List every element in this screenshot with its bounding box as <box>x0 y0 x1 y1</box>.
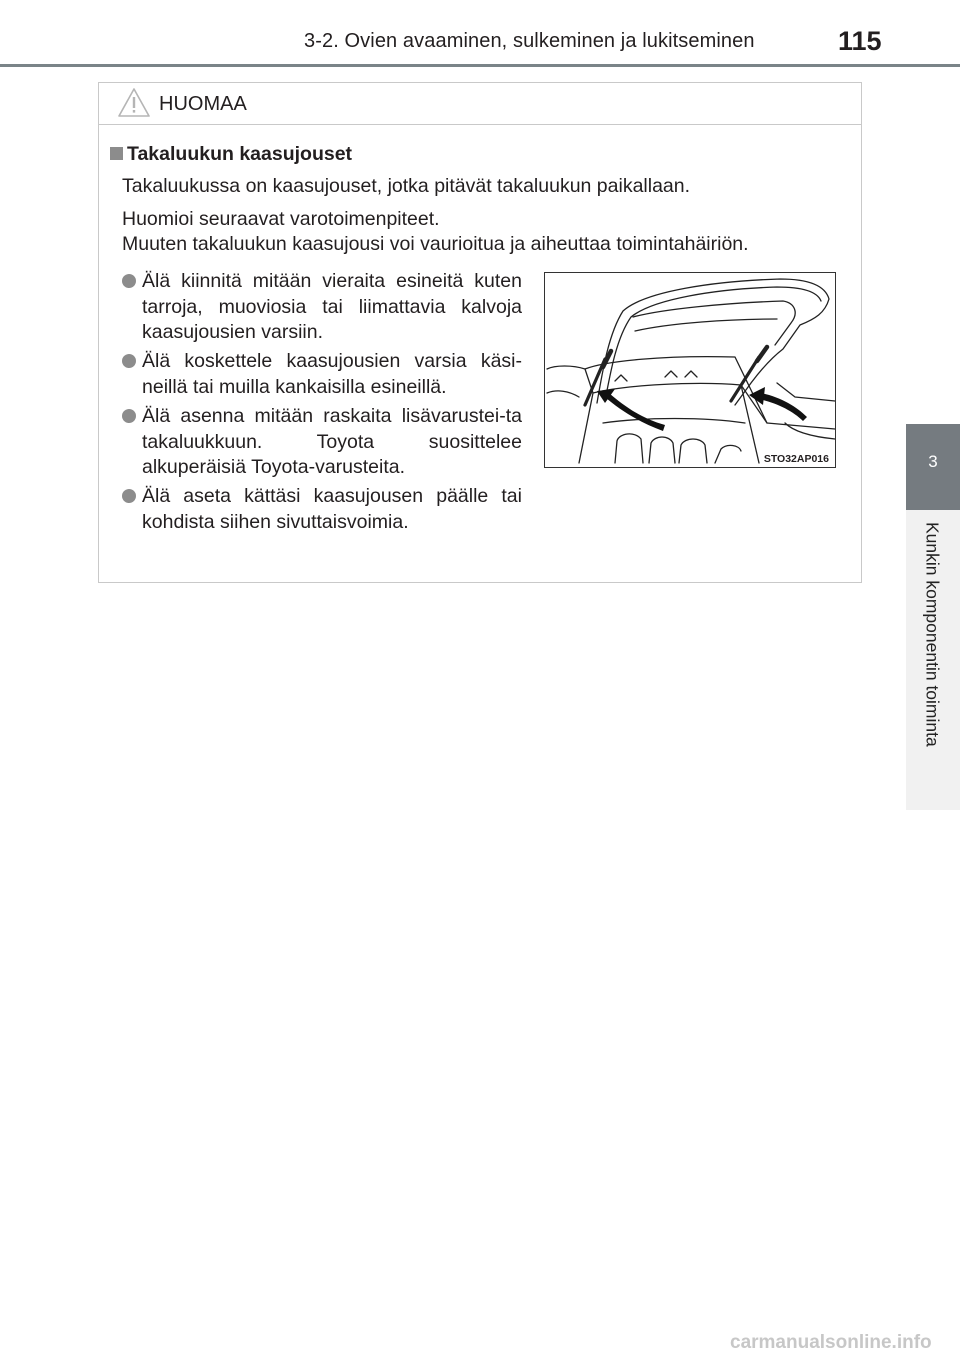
notice-header <box>99 83 861 125</box>
tailgate-illustration <box>544 272 836 468</box>
paragraph-precautions <box>122 207 749 257</box>
tailgate-drawing <box>545 273 836 468</box>
bullet-dot-icon <box>122 409 136 423</box>
chapter-title: Kunkin komponentin toiminta <box>922 522 943 747</box>
bullet-dot-icon <box>122 274 136 288</box>
list-item <box>122 404 522 481</box>
list-item-text: Älä asenna mitään raskaita lisävarustei-ta takaluukkuun. Toyota suosittelee alkuperäisiä Toyota-varusteita. <box>142 405 522 478</box>
chapter-number: 3 <box>928 452 938 471</box>
watermark: carmanualsonline.info <box>730 1332 932 1353</box>
chapter-tab <box>906 424 960 510</box>
list-item <box>122 349 522 400</box>
figure-code: STO32AP016 <box>763 453 829 465</box>
list-item-text: Älä koskettele kaasujousien varsia käsi-neillä tai muilla kankaisilla esineillä. <box>142 350 522 398</box>
notice-title: HUOMAA <box>159 93 247 115</box>
warning-triangle-icon <box>117 87 151 119</box>
section-marker-icon <box>110 147 123 160</box>
list-item <box>122 484 522 535</box>
list-item <box>122 269 522 346</box>
section-heading: Takaluukun kaasujouset <box>127 143 353 165</box>
bullet-dot-icon <box>122 354 136 368</box>
bullet-dot-icon <box>122 489 136 503</box>
list-item-text: Älä aseta kättäsi kaasujousen päälle tai kohdista siihen sivuttaisvoimia. <box>142 485 522 533</box>
header-divider <box>0 64 960 67</box>
paragraph-precautions-line1: Huomioi seuraavat varotoimenpiteet. <box>122 208 440 230</box>
section-title: 3-2. Ovien avaaminen, sulkeminen ja lukitseminen <box>304 30 755 52</box>
paragraph-precautions-line2: Muuten takaluukun kaasujousi voi vaurioitua ja aiheuttaa toimintahäiriön. <box>122 233 749 255</box>
list-item-text: Älä kiinnitä mitään vieraita esineitä kuten tarroja, muoviosia tai liimattavia kalvoja kaasujousien varsiin. <box>142 270 522 343</box>
page-number: 115 <box>838 26 882 56</box>
paragraph-intro: Takaluukussa on kaasujouset, jotka pitävät takaluukun paikallaan. <box>122 175 691 197</box>
